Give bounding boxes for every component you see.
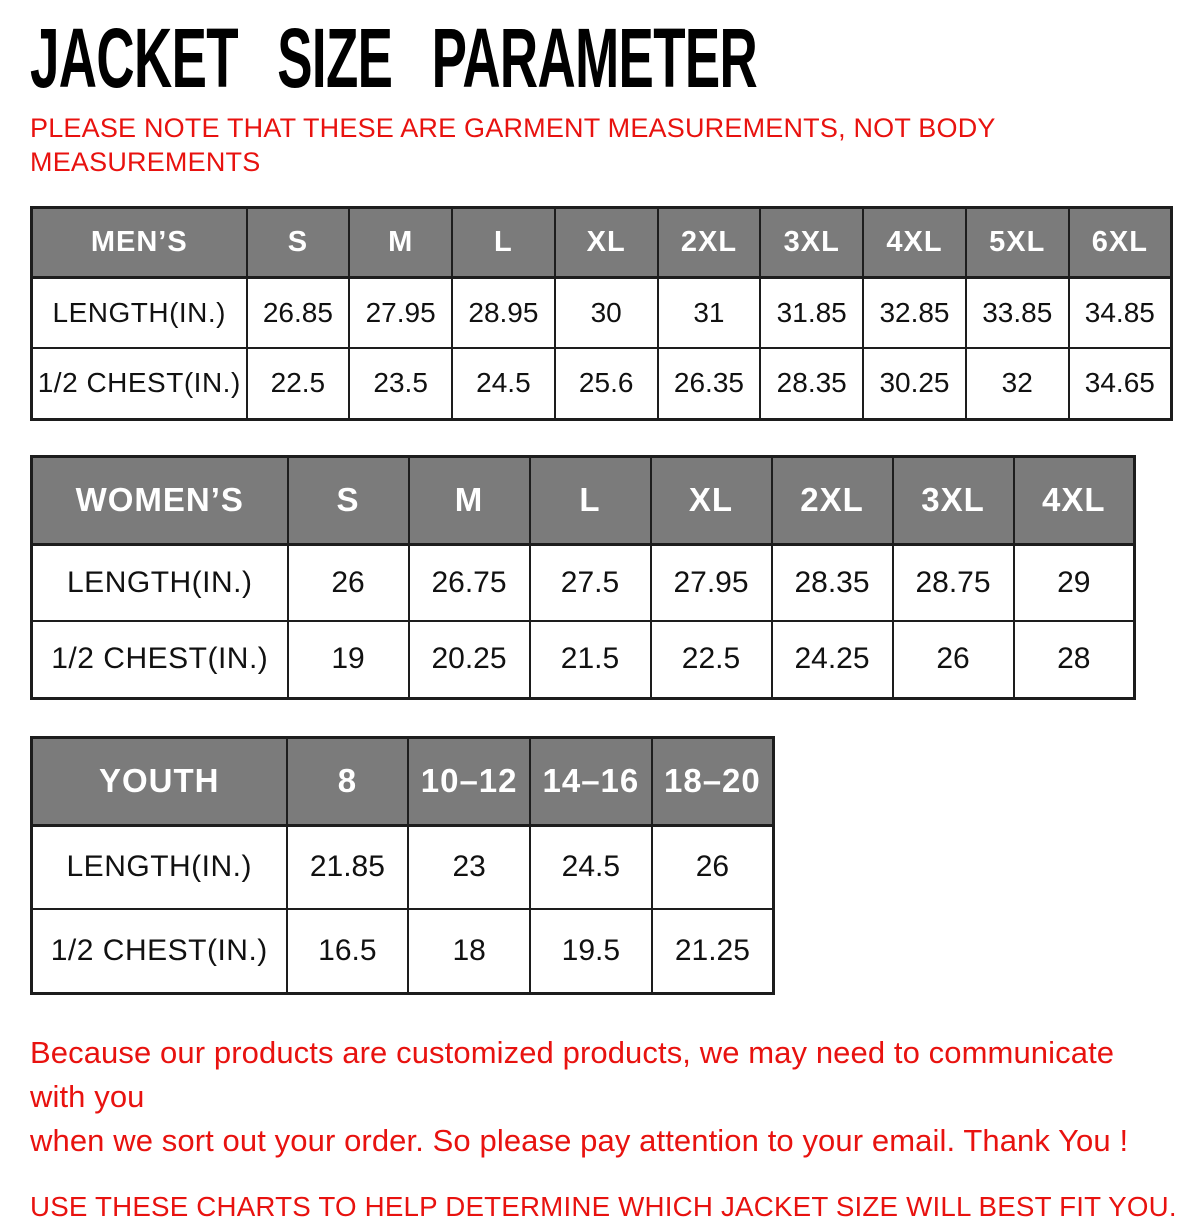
value-cell: 25.6 (555, 348, 658, 419)
value-cell: 29 (1014, 544, 1135, 621)
table-row (32, 277, 1172, 348)
row-label-cell: LENGTH(IN.) (32, 825, 287, 909)
womens-size-table (30, 455, 1172, 700)
table-row (32, 544, 1135, 621)
youth-table (30, 736, 775, 995)
size-column-header: 6XL (1069, 207, 1172, 277)
value-cell: 19 (288, 621, 409, 698)
size-column-header: 2XL (772, 456, 893, 544)
value-cell: 27.5 (530, 544, 651, 621)
value-cell: 26 (893, 621, 1014, 698)
customization-note-line-1: Because our products are customized products, we may need to communicate with you (30, 1034, 1115, 1114)
mens-size-table (30, 206, 1172, 421)
size-column-header: M (349, 207, 452, 277)
size-column-header: M (409, 456, 530, 544)
value-cell: 21.5 (530, 621, 651, 698)
value-cell: 32.85 (863, 277, 966, 348)
size-header-row (32, 207, 1172, 277)
table-row (32, 825, 774, 909)
chart-usage-note: USE THESE CHARTS TO HELP DETERMINE WHICH JACKET SIZE WILL BEST FIT YOU. (30, 1190, 1177, 1222)
value-cell: 34.65 (1069, 348, 1172, 419)
size-column-header: L (530, 456, 651, 544)
page-title: JACKET SIZE PARAMETER (30, 11, 758, 105)
value-cell: 22.5 (247, 348, 350, 419)
value-cell: 18 (408, 909, 530, 993)
value-cell: 26 (652, 825, 774, 909)
size-column-header: 8 (287, 737, 409, 825)
value-cell: 28.95 (452, 277, 555, 348)
size-column-header: 4XL (863, 207, 966, 277)
value-cell: 26 (288, 544, 409, 621)
size-header-row (32, 456, 1135, 544)
value-cell: 19.5 (530, 909, 652, 993)
size-column-header: S (288, 456, 409, 544)
value-cell: 30 (555, 277, 658, 348)
garment-measurement-note (30, 112, 1172, 180)
table-row (32, 909, 774, 993)
value-cell: 24.5 (530, 825, 652, 909)
value-cell: 28 (1014, 621, 1135, 698)
customization-note (30, 1031, 1172, 1163)
value-cell: 20.25 (409, 621, 530, 698)
size-column-header: 14–16 (530, 737, 652, 825)
row-label-cell: 1/2 CHEST(IN.) (32, 621, 288, 698)
size-column-header: 2XL (658, 207, 761, 277)
value-cell: 32 (966, 348, 1069, 419)
value-cell: 28.35 (772, 544, 893, 621)
value-cell: 27.95 (651, 544, 772, 621)
youth-header-label: YOUTH (32, 737, 287, 825)
garment-note-line-2: MEASUREMENTS (30, 146, 261, 177)
value-cell: 21.85 (287, 825, 409, 909)
value-cell: 28.75 (893, 544, 1014, 621)
size-column-header: 10–12 (408, 737, 530, 825)
table-row (32, 621, 1135, 698)
womens-header-label: WOMEN’S (32, 456, 288, 544)
value-cell: 23 (408, 825, 530, 909)
garment-note-line-1: PLEASE NOTE THAT THESE ARE GARMENT MEASUREMENTS, NOT BODY (30, 113, 996, 143)
youth-size-table (30, 736, 1172, 995)
value-cell: 26.35 (658, 348, 761, 419)
value-cell: 33.85 (966, 277, 1069, 348)
value-cell: 31 (658, 277, 761, 348)
value-cell: 21.25 (652, 909, 774, 993)
row-label-cell: LENGTH(IN.) (32, 277, 247, 348)
value-cell: 27.95 (349, 277, 452, 348)
size-column-header: 3XL (760, 207, 863, 277)
size-header-row (32, 737, 774, 825)
size-column-header: S (247, 207, 350, 277)
mens-table (30, 206, 1173, 421)
value-cell: 31.85 (760, 277, 863, 348)
table-row (32, 348, 1172, 419)
size-column-header: 18–20 (652, 737, 774, 825)
mens-header-label: MEN’S (32, 207, 247, 277)
row-label-cell: LENGTH(IN.) (32, 544, 288, 621)
size-column-header: 3XL (893, 456, 1014, 544)
value-cell: 34.85 (1069, 277, 1172, 348)
customization-note-line-2: when we sort out your order. So please pay attention to your email. Thank You ! (30, 1122, 1129, 1158)
womens-table (30, 455, 1136, 700)
value-cell: 24.5 (452, 348, 555, 419)
row-label-cell: 1/2 CHEST(IN.) (32, 909, 287, 993)
size-column-header: 4XL (1014, 456, 1135, 544)
value-cell: 26.85 (247, 277, 350, 348)
value-cell: 28.35 (760, 348, 863, 419)
size-column-header: 5XL (966, 207, 1069, 277)
value-cell: 26.75 (409, 544, 530, 621)
size-column-header: XL (555, 207, 658, 277)
value-cell: 24.25 (772, 621, 893, 698)
value-cell: 22.5 (651, 621, 772, 698)
value-cell: 23.5 (349, 348, 452, 419)
size-column-header: XL (651, 456, 772, 544)
value-cell: 16.5 (287, 909, 409, 993)
value-cell: 30.25 (863, 348, 966, 419)
size-column-header: L (452, 207, 555, 277)
row-label-cell: 1/2 CHEST(IN.) (32, 348, 247, 419)
